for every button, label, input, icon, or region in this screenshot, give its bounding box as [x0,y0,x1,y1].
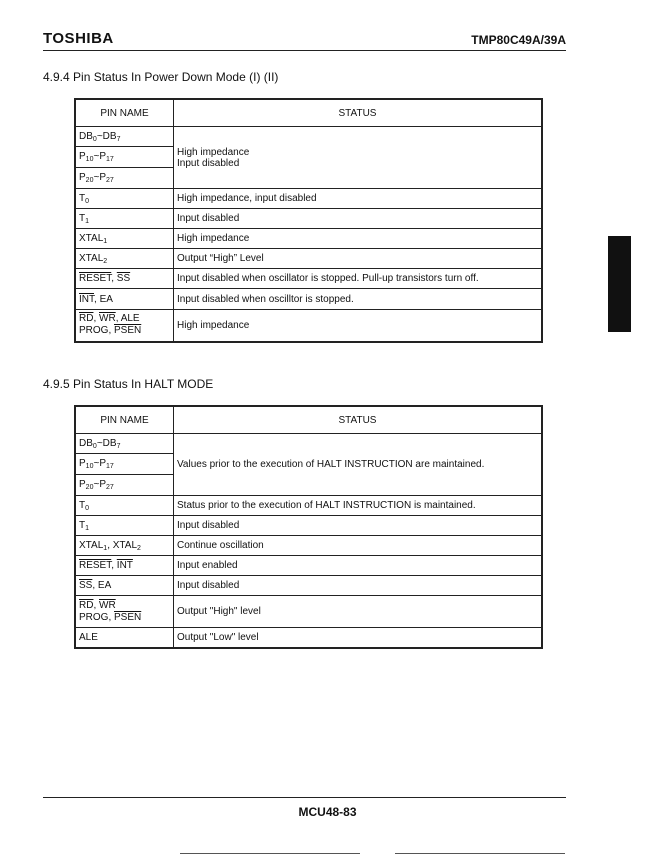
scan-artifact-line [180,853,360,854]
table-row [75,127,542,147]
pin-db: $DB_0\sim DB_7$ [75,127,174,147]
pin-xtal2: $XTAL_2$ [75,249,174,269]
pin-xtal1: $XTAL_1$ [75,229,174,249]
table-row [75,189,542,209]
table-row [75,269,542,289]
pin-t1: $T_1$ [75,516,174,536]
table-header-row [75,99,542,127]
footer-rule [43,797,566,798]
pin-t0: $T_0$ [75,189,174,209]
header-rule [43,50,566,51]
status-ale: Output "Low" level [174,628,543,648]
status-int-ea: Input disabled when oscilltor is stopped. [174,289,543,310]
table-row [75,229,542,249]
pin-ss-ea: $\overline{SS}$, EA [75,576,174,596]
scan-artifact-line [395,853,565,854]
status-t1: Input disabled [174,209,543,229]
pin-reset-int: RESET, $\overline{INT}$ [75,556,174,576]
pin-p1: $P_{10}\sim P_{17}$ [75,147,174,168]
side-tab-marker [608,236,631,332]
status-rd-wr: High impedance [174,310,543,342]
status-ports: Values prior to the execution of HALT INSTRUCTION are maintained. [174,434,543,496]
pin-db: $DB_0\sim DB_7$ [75,434,174,454]
table-row [75,576,542,596]
table-row [75,628,542,648]
column-header-status: STATUS [174,99,543,127]
table-row [75,249,542,269]
pin-reset-ss: RESET, $\overline{SS}$ [75,269,174,289]
power-down-pin-table [74,98,543,343]
table-row [75,596,542,628]
table-row [75,209,542,229]
status-xtal: Continue oscillation [174,536,543,556]
status-xtal2: Output “High” Level [174,249,543,269]
status-reset-int: Input enabled [174,556,543,576]
status-t0: High impedance, input disabled [174,189,543,209]
halt-pin-table [74,405,543,649]
status-t1: Input disabled [174,516,543,536]
pin-p2: $P_{20}\sim P_{27}$ [75,475,174,496]
document-number: TMP80C49A/39A [471,33,566,47]
status-rd-wr: Output "High" level [174,596,543,628]
pin-int-ea: $\overline{INT}$, EA [75,289,174,310]
table-row [75,496,542,516]
pin-ale: ALE [75,628,174,648]
status-ss-ea: Input disabled [174,576,543,596]
column-header-pin-name: PIN NAME [75,406,174,434]
section-title-halt: 4.9.5 Pin Status In HALT MODE [43,377,214,391]
pin-t1: $T_1$ [75,209,174,229]
pin-rd-wr-ale-prog-psen: $\overline{RD}$, $\overline{WR}$, ALE PROG, PSEN [75,310,174,342]
pin-p2: $P_{20}\sim P_{27}$ [75,168,174,189]
status-ports: High impedance Input disabled [174,127,543,189]
pin-xtal1-xtal2: $XTAL_1$, $XTAL_2$ [75,536,174,556]
table-row [75,536,542,556]
status-t0: Status prior to the execution of HALT INSTRUCTION is maintained. [174,496,543,516]
column-header-pin-name: PIN NAME [75,99,174,127]
table-row [75,434,542,454]
status-reset-ss: Input disabled when oscillator is stopped. Pull-up transistors turn off. [174,269,543,289]
page-number: MCU48-83 [298,805,357,819]
brand-logo: TOSHIBA [43,30,114,47]
pin-rd-wr-prog-psen: $\overline{RD}$, $\overline{WR}$ PROG, PSEN [75,596,174,628]
section-title-power-down: 4.9.4 Pin Status In Power Down Mode (I) (II) [43,70,279,84]
table-header-row [75,406,542,434]
column-header-status: STATUS [174,406,543,434]
pin-p1: $P_{10}\sim P_{17}$ [75,454,174,475]
table-row [75,556,542,576]
table-row [75,289,542,310]
table-row [75,310,542,342]
status-xtal1: High impedance [174,229,543,249]
table-row [75,516,542,536]
pin-t0: $T_0$ [75,496,174,516]
